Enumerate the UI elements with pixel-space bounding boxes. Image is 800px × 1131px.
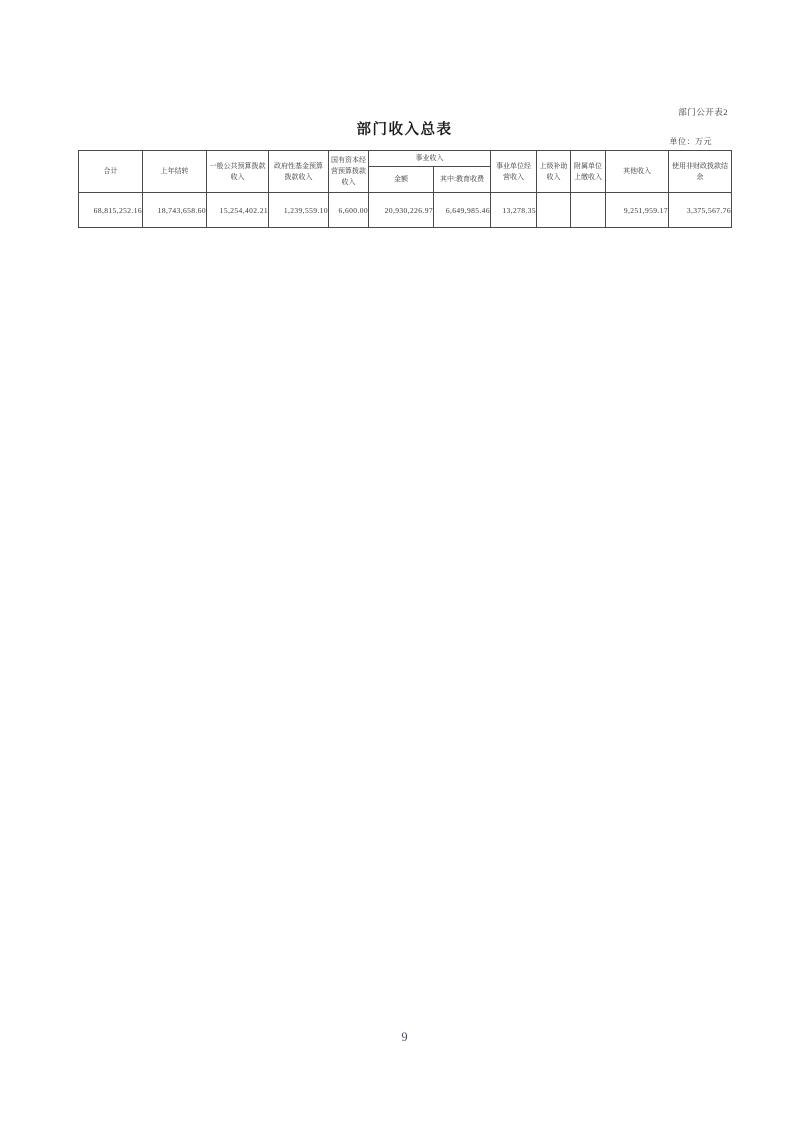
header-other-income: 其他收入 xyxy=(606,151,669,193)
cell-affiliated-unit-remit xyxy=(571,193,606,228)
header-affiliated-unit-remit: 附属单位上缴收入 xyxy=(571,151,606,193)
cell-business-income-edu-fee: 6,649,985.46 xyxy=(434,193,491,228)
header-business-income-amount: 金额 xyxy=(369,167,434,193)
header-govt-fund-budget: 政府性基金预算拨款收入 xyxy=(269,151,329,193)
header-business-income-group: 事业收入 xyxy=(369,151,491,167)
header-general-public-budget: 一般公共预算拨款收入 xyxy=(207,151,269,193)
header-non-fiscal-balance: 使用非财政拨款结余 xyxy=(669,151,732,193)
header-business-income-edu-fee: 其中:教育收费 xyxy=(434,167,491,193)
cell-other-income: 9,251,959.17 xyxy=(606,193,669,228)
cell-carryover: 18,743,658.60 xyxy=(143,193,207,228)
doc-label: 部门公开表2 xyxy=(678,107,728,117)
page-number: 9 xyxy=(401,1030,408,1044)
header-carryover: 上年结转 xyxy=(143,151,207,193)
table-data-row xyxy=(79,193,732,228)
cell-general-public-budget: 15,254,402.21 xyxy=(207,193,269,228)
cell-business-unit-operating: 13,278.35 xyxy=(491,193,537,228)
cell-superior-subsidy xyxy=(537,193,571,228)
header-superior-subsidy: 上级补助收入 xyxy=(537,151,571,193)
cell-state-capital-budget: 6,600.00 xyxy=(329,193,369,228)
cell-govt-fund-budget: 1,239,559.10 xyxy=(269,193,329,228)
header-state-capital-budget: 国有资本经营预算拨款收入 xyxy=(329,151,369,193)
header-total: 合计 xyxy=(79,151,143,193)
unit-label: 单位：万元 xyxy=(669,137,712,146)
cell-non-fiscal-balance: 3,375,567.76 xyxy=(669,193,732,228)
cell-total: 68,815,252.16 xyxy=(79,193,143,228)
income-summary-table xyxy=(78,150,732,228)
cell-business-income-amount: 20,930,226.97 xyxy=(369,193,434,228)
page-title: 部门收入总表 xyxy=(356,122,453,138)
table-header-row xyxy=(79,151,732,167)
header-business-unit-operating: 事业单位经营收入 xyxy=(491,151,537,193)
